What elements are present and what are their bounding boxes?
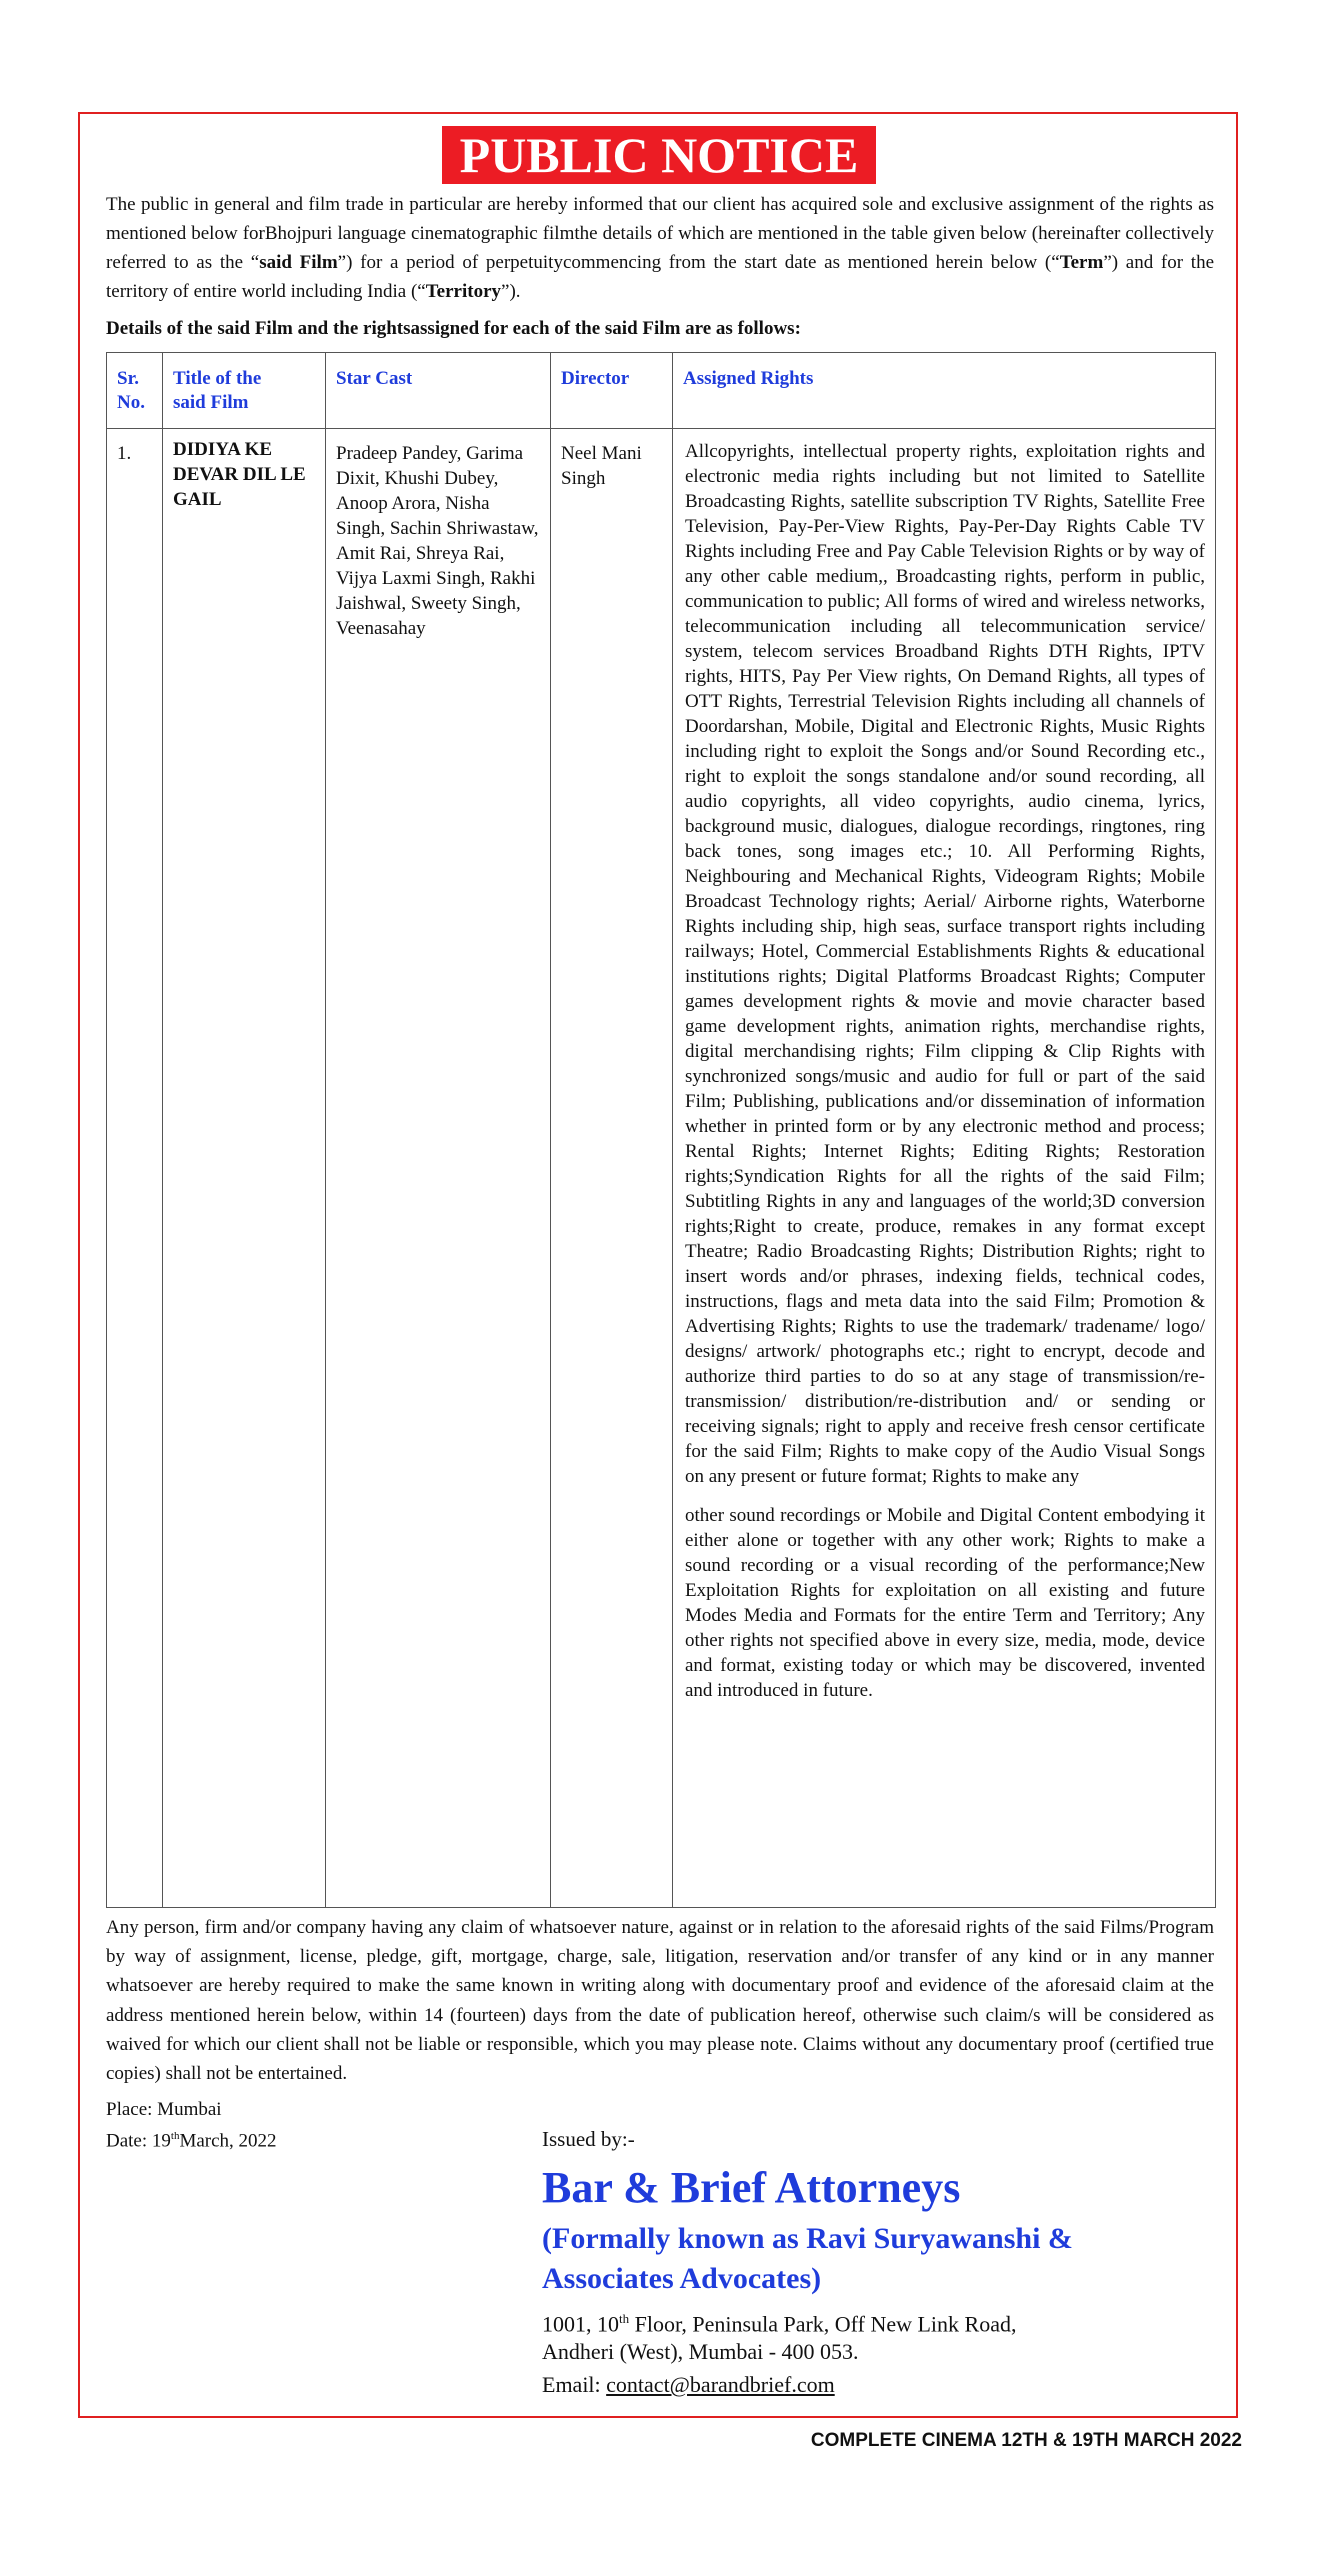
header-sr-line2: No.: [117, 392, 145, 413]
address-line-2: Andheri (West), Mumbai - 400 053.: [542, 2339, 859, 2364]
date-suffix: March, 2022: [179, 2130, 277, 2152]
firm-former-name: (Formally known as Ravi Suryawanshi & Associates Advocates): [542, 2222, 1073, 2295]
date-sup: th: [170, 2130, 180, 2142]
address-line-1: [542, 2303, 1016, 2340]
intro-bold-territory: Territory: [425, 281, 502, 302]
firm-name: Bar & Brief Attorneys: [542, 2163, 961, 2212]
address1-suffix: Floor, Peninsula Park, Off New Link Road,: [629, 2311, 1017, 2337]
table-heading: Details of the said Film and the rightsassigned for each of the said Film are as follows:: [106, 318, 801, 339]
cell-sr-no: 1.: [107, 429, 163, 1908]
issued-by-label: Issued by:-: [542, 2127, 635, 2151]
header-sr-no: [107, 353, 163, 429]
header-film-title: [163, 353, 326, 429]
cell-director: Neel Mani Singh: [551, 429, 673, 1908]
rights-paragraph-2: other sound recordings or Mobile and Digital Content embodying it either alone or together with any other work; Rights to make a sound recording or a visual recording of the performance;New Exploitation Rights for exploitation on all existing and future Modes Media and Formats for the entire Term and Territory; Any other rights not specified above in every size, media, mode, device and format, existing today or which may be discovered, invented and introduced in future.: [685, 1505, 1205, 1701]
intro-text-3: ”) and for the territory of entire world including India (“: [106, 252, 1215, 302]
film-rights-table: [106, 352, 1216, 1908]
intro-text-4: ”).: [501, 281, 521, 302]
email-link[interactable]: contact@barandbrief.com: [606, 2372, 835, 2397]
email-label: Email:: [542, 2372, 607, 2397]
date-line: [106, 2123, 277, 2154]
intro-bold-term: Term: [1059, 252, 1104, 273]
header-sr-line1: Sr.: [117, 368, 140, 389]
header-director: Director: [551, 353, 673, 429]
claims-paragraph: Any person, firm and/or company having any claim of whatsoever nature, against or in relation to the aforesaid rights of the said Films/Program by way of assignment, license, pledge, gift, mortgage, charge, sale, litigation, reservation and/or transfer of any kind or in any manner whatsoever are hereby required to make the same known in writing along with documentary proof and evidence of the aforesaid claim at the address mentioned herein below, within 14 (fourteen) days from the date of publication hereof, otherwise such claim/s will be considered as waived for which our client shall not be liable or responsible, which you may please note. Claims without any documentary proof (certified true copies) shall not be entertained.: [106, 1917, 1214, 2085]
publication-footer: COMPLETE CINEMA 12TH & 19TH MARCH 2022: [810, 2430, 1242, 2451]
intro-text-1: The public in general and film trade in particular are hereby informed that our client has acquired sole and exclusive assignment of the rights as mentioned below forBhojpuri language cinematographic filmthe details of which are mentioned in the table given below (hereinafter collectively referred to as the “: [106, 194, 1214, 273]
cell-assigned-rights: [673, 429, 1216, 1908]
intro-text-2: ”) for a period of perpetuitycommencing from the start date as mentioned herein below (“: [337, 252, 1060, 273]
place-line: Place: Mumbai: [106, 2099, 222, 2120]
cell-star-cast: Pradeep Pandey, Garima Dixit, Khushi Dubey, Anoop Arora, Nisha Singh, Sachin Shriwastaw, Amit Rai, Shreya Rai, Vijya Laxmi Singh, Rakhi Jaishwal, Sweety Singh, Veenasahay: [326, 429, 551, 1908]
cell-film-title: DIDIYA KE DEVAR DIL LE GAIL: [163, 429, 326, 1908]
header-assigned-rights: Assigned Rights: [673, 353, 1216, 429]
email-line: [542, 2369, 835, 2401]
address1-sup: th: [619, 2311, 630, 2326]
table-row: [107, 429, 1216, 1908]
notice-title: PUBLIC NOTICE: [442, 126, 876, 184]
header-star-cast: Star Cast: [326, 353, 551, 429]
intro-paragraph: [106, 190, 1214, 306]
header-title-line1: Title of the: [173, 368, 262, 389]
date-prefix: Date: 19: [106, 2130, 171, 2152]
address1-prefix: 1001, 10: [542, 2311, 619, 2337]
rights-paragraph-1: Allcopyrights, intellectual property rights, exploitation rights and electronic media rights including but not limited to Satellite Broadcasting Rights, satellite subscription TV Rights, Satellite Free Television, Pay-Per-View Rights, Pay-Per-Day Rights Cable TV Rights including Free and Pay Cable Television Rights or by way of any other cable medium,, Broadcasting rights, perform in public, communication to public; All forms of wired and wireless networks, telecommunication including all telecommunication service/ system, telecom services Broadband Rights DTH Rights, IPTV rights, HITS, Pay Per View rights, On Demand Rights, all types of OTT Rights, Terrestrial Television Rights including all channels of Doordarshan, Mobile, Digital and Electronic Rights, Music Rights including right to exploit the Songs and/or Sound Recording etc., right to exploit the songs standalone and/or sound recording, all audio copyrights, all video copyrights, audio cinema, lyrics, background music, dialogues, dialogue recordings, ringtones, ring back tones, song images etc.; 10. All Performing Rights, Neighbouring and Mechanical Rights, Videogram Rights; Mobile Broadcast Technology rights; Aerial/ Airborne rights, Waterborne Rights including ship, high seas, surface transport rights including railways; Hotel, Commercial Establishments Rights & educational institutions rights; Digital Platforms Broadcast Rights; Computer games development rights & movie and movie character based game development rights, animation rights, merchandise rights, digital merchandising rights; Film clipping & Clip Rights with synchronized songs/music and audio for full or part of the said Film; Publishing, publications and/or dissemination of information whether in printed form or by any electronic method and process; Rental Rights; Internet Rights; Editing Rights; Restoration rights;Syndication Rights for all the rights of the said Film; Subtitling Rights in any and languages of the world;3D conversion rights;Right to create, produce, remakes in any format except Theatre; Radio Broadcasting Rights; Distribution Rights; right to insert words and/or phrases, indexing fields, technical codes, instructions, flags and meta data into the said Film; Promotion & Advertising Rights; Rights to use the trademark/ tradename/ logo/ designs/ artwork/ photographs etc.; right to encrypt, decode and authorize third parties to do so at any stage of transmission/re-transmission/ distribution/re-distribution and/ or sending or receiving signals; right to apply and receive fresh censor certificate for the said Film; Rights to make copy of the Audio Visual Songs on any present or future format; Rights to make any: [685, 441, 1205, 1487]
table-header-row: [107, 353, 1216, 429]
header-title-line2: said Film: [173, 392, 249, 413]
intro-bold-said-film: said Film: [259, 252, 338, 273]
